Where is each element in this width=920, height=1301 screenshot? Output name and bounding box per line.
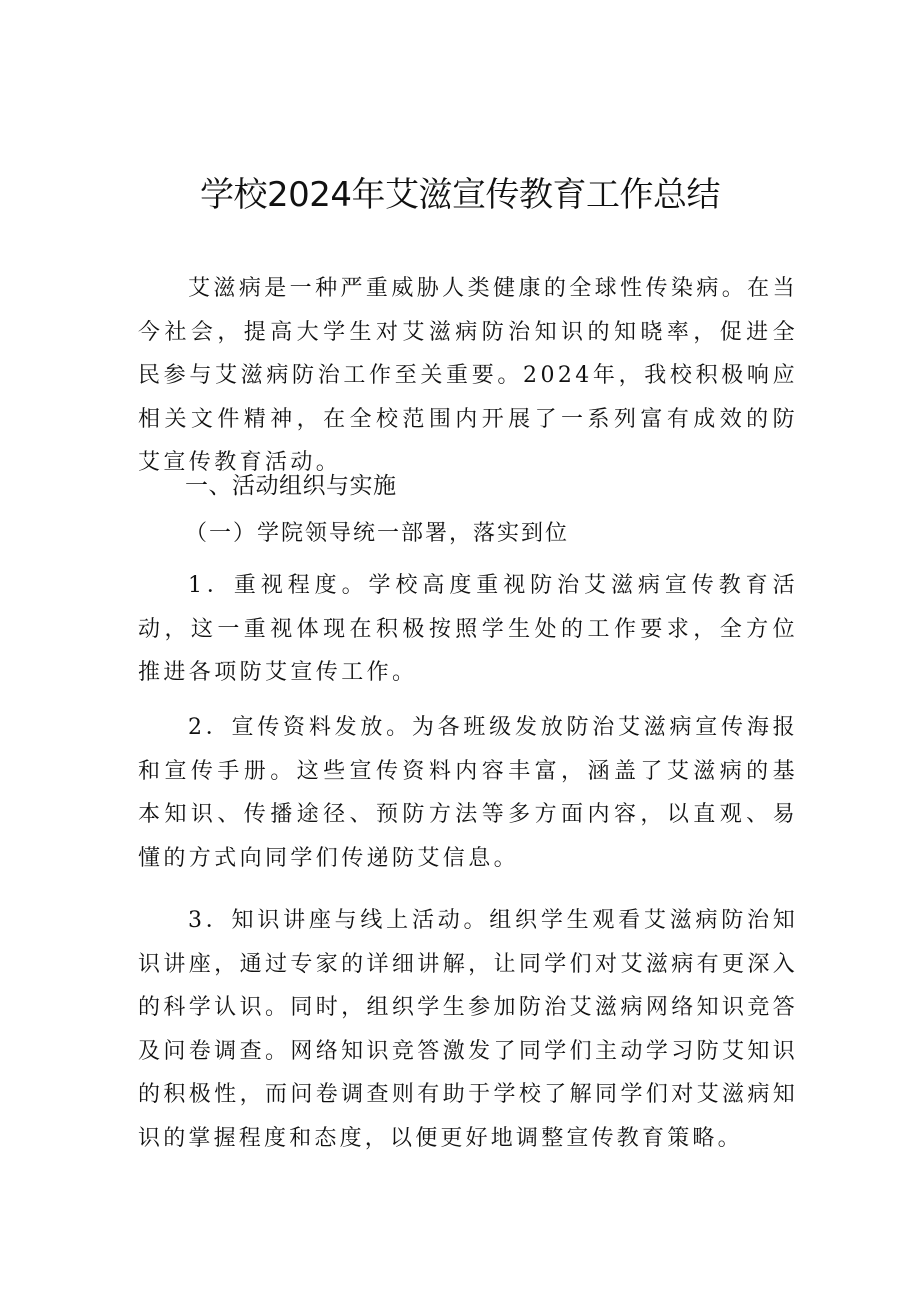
subsection-heading-leadership: （一）学院领导统一部署，落实到位 [185,521,570,546]
section-heading-activity-organization: 一、活动组织与实施 [185,473,397,499]
paragraph-item-2: 2．宣传资料发放。为各班级发放防治艾滋病宣传海报和宣传手册。这些宣传资料内容丰富，涵盖了艾滋病的基本知识、传播途径、预防方法等多方面内容，以直观、易懂的方式向同学们传递防艾信息。 [138,715,798,871]
document-title: 学校2024年艾滋宣传教育工作总结 [199,175,721,215]
paragraph-item-1: 1．重视程度。学校高度重视防治艾滋病宣传教育活动，这一重视体现在积极按照学生处的工作要求，全方位推进各项防艾宣传工作。 [138,573,798,686]
intro-paragraph: 艾滋病是一种严重威胁人类健康的全球性传染病。在当今社会，提高大学生对艾滋病防治知识的知晓率，促进全民参与艾滋病防治工作至关重要。2024年，我校积极响应相关文件精神，在全校范围内开展了一系列富有成效的防艾宣传教育活动。 [138,276,798,476]
paragraph-item-3: 3．知识讲座与线上活动。组织学生观看艾滋病防治知识讲座，通过专家的详细讲解，让同学们对艾滋病有更深入的科学认识。同时，组织学生参加防治艾滋病网络知识竞答及问卷调查。网络知识竞答激发了同学们主动学习防艾知识的积极性，而问卷调查则有助于学校了解同学们对艾滋病知识的掌握程度和态度，以便更好地调整宣传教育策略。 [138,908,798,1151]
